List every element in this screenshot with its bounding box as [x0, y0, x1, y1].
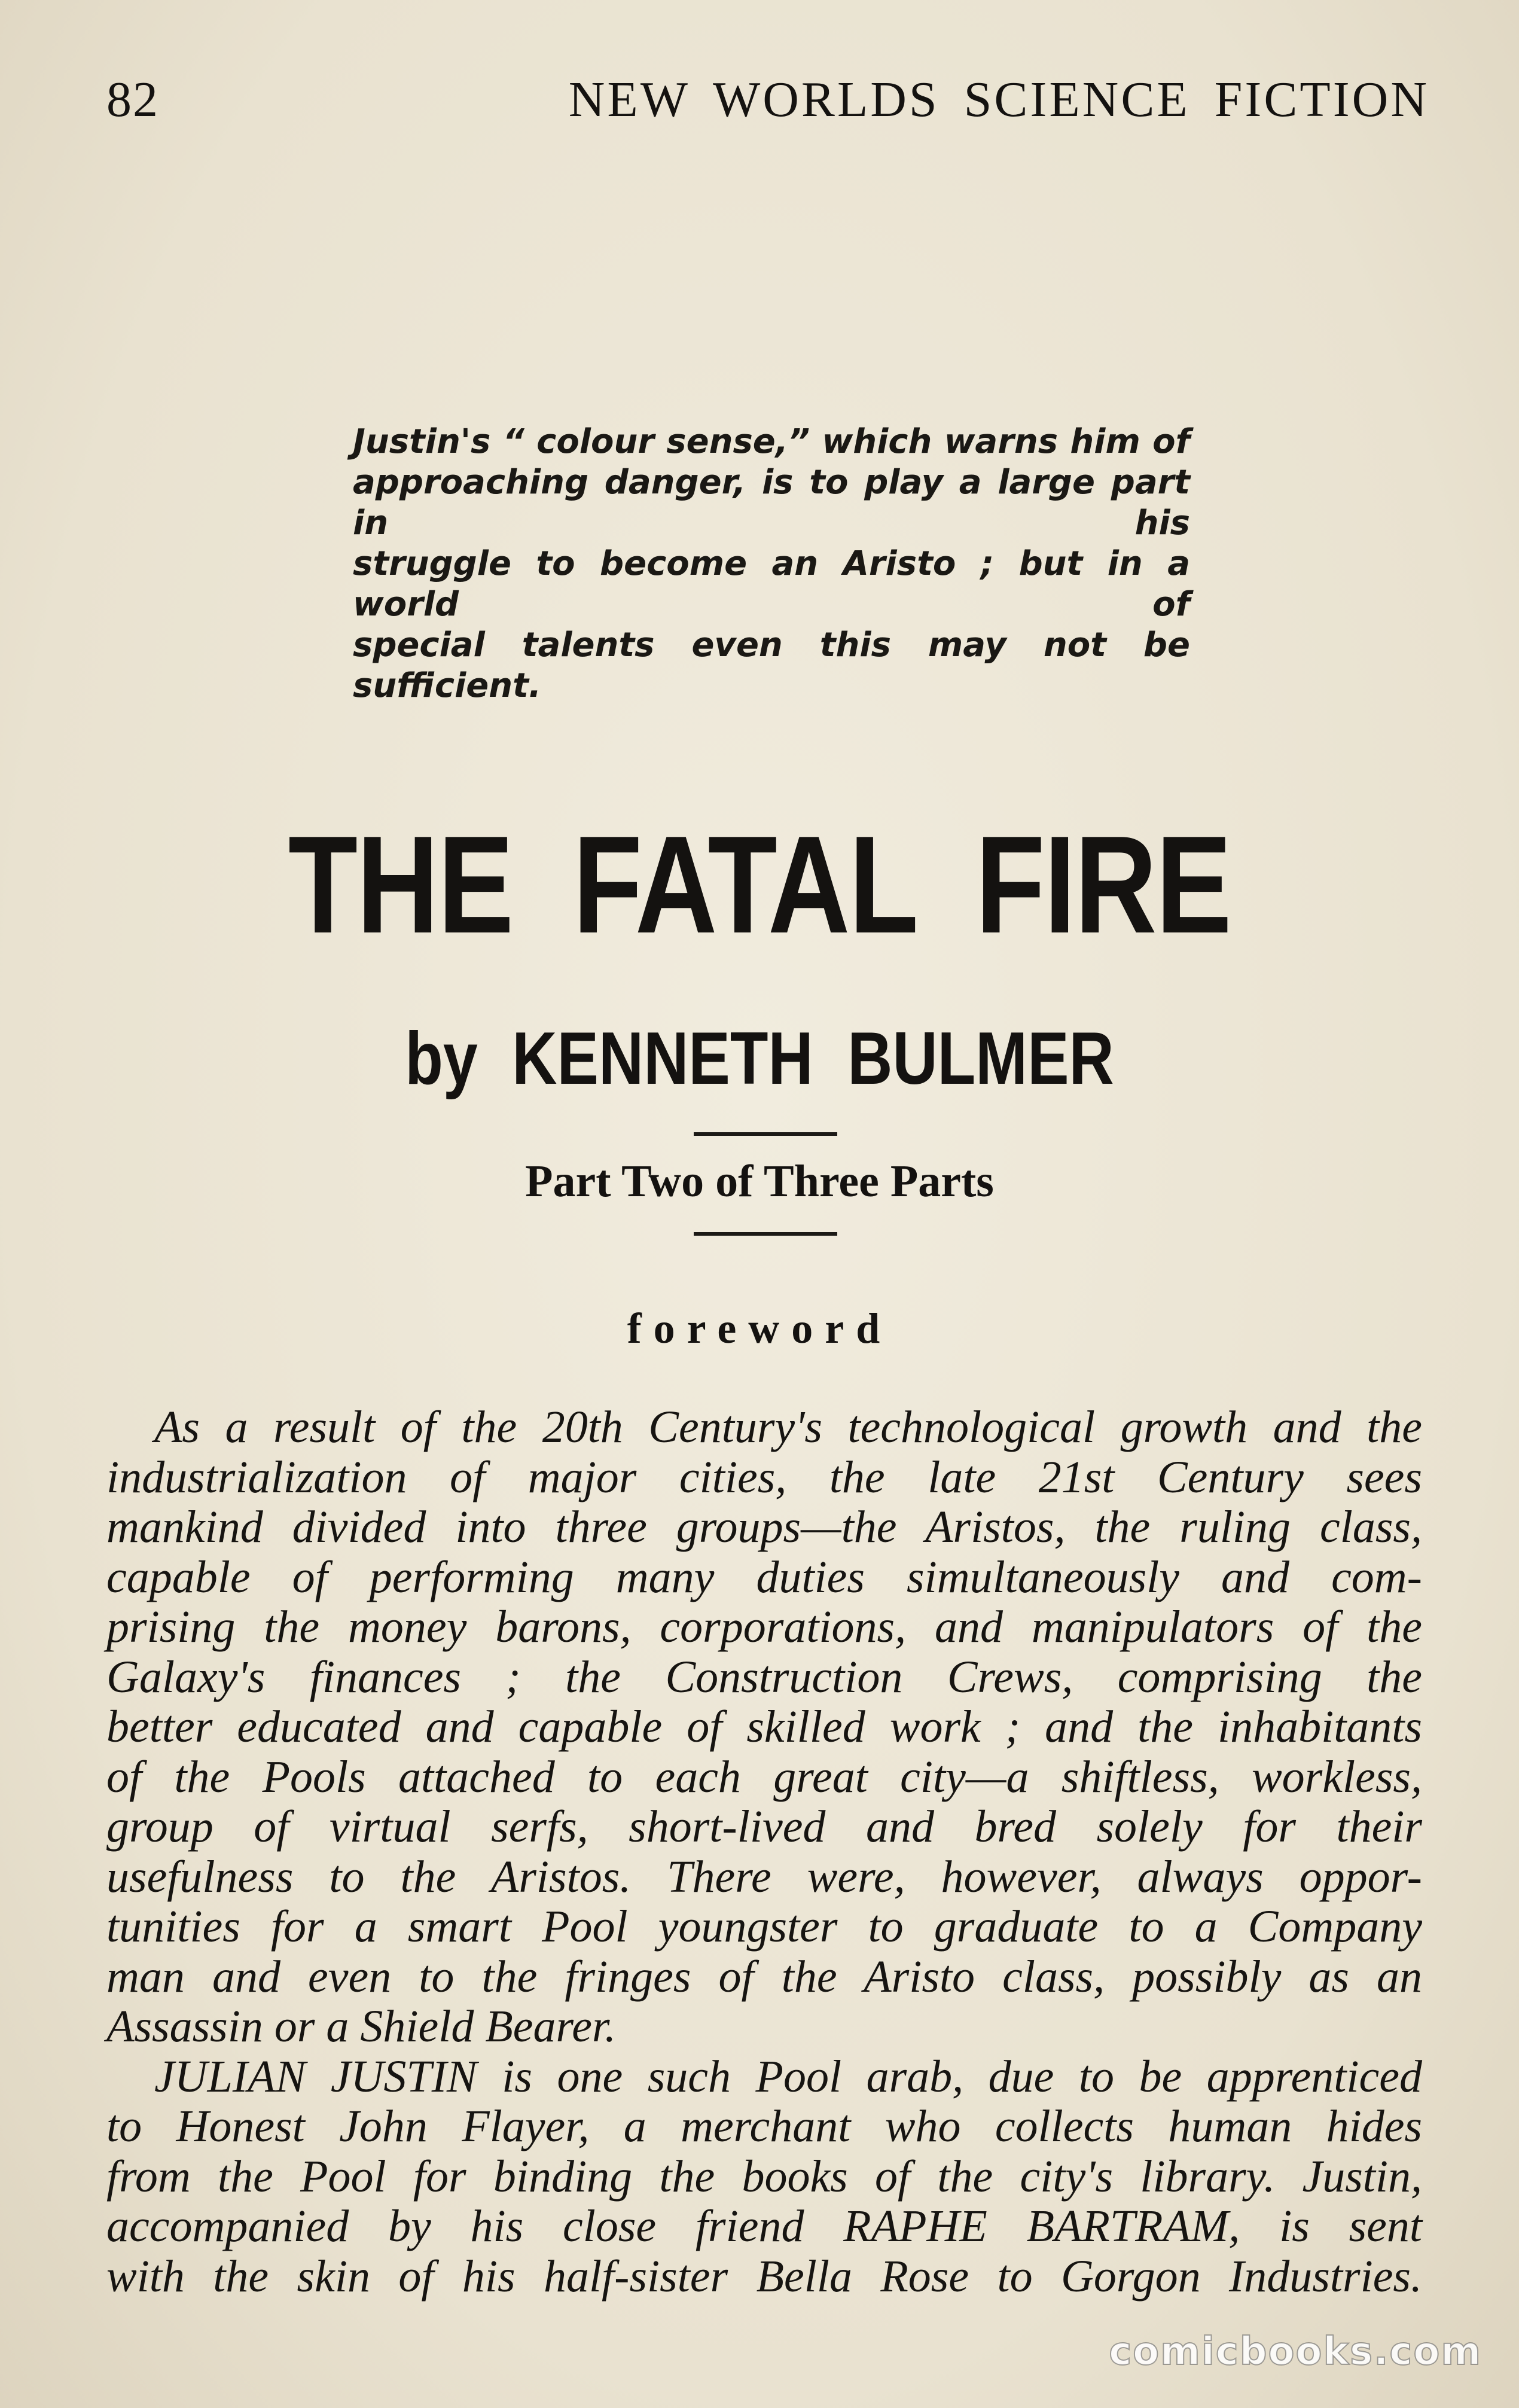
story-byline: by KENNETH BULMER — [405, 1017, 1114, 1100]
part-label: Part Two of Three Parts — [525, 1156, 994, 1206]
blurb-line: struggle to become an Aristo ; but in a world of — [353, 544, 1190, 624]
blurb-line: approaching danger, is to play a large part in his — [353, 463, 1190, 542]
foreword-body — [106, 1403, 1422, 2302]
text-line: As a result of the 20th Century's technological growth and the — [154, 1402, 1422, 1452]
foreword-paragraph — [106, 2052, 1422, 2302]
text-line: group of virtual serfs, short-lived and bred solely for their — [106, 1802, 1422, 1852]
text-line: industrialization of major cities, the late 21st Century sees — [106, 1452, 1422, 1502]
text-line: to Honest John Flayer, a merchant who collects human hides — [106, 2101, 1422, 2151]
text-line: from the Pool for binding the books of the city's library. Justin, — [106, 2151, 1422, 2202]
text-line: tunities for a smart Pool youngster to graduate to a Company — [106, 1901, 1422, 1952]
text-line: of the Pools attached to each great city—a shiftless, workless, — [106, 1751, 1422, 1802]
text-line: prising the money barons, corporations, and manipulators of the — [106, 1602, 1422, 1652]
text-line: man and even to the fringes of the Aristo class, possibly as an — [106, 1951, 1422, 2002]
running-head — [0, 71, 1519, 136]
magazine-title: NEW WORLDS SCIENCE FICTION — [568, 72, 1429, 127]
text-line: better educated and capable of skilled work ; and the inhabitants — [106, 1702, 1422, 1752]
foreword-paragraph — [106, 1403, 1422, 2052]
blurb-line: Justin's “ colour sense,” which warns him of — [353, 422, 1190, 461]
site-watermark: comicbooks.com — [1109, 2330, 1482, 2374]
text-line: accompanied by his close friend RAPHE BARTRAM, is sent — [106, 2201, 1422, 2251]
foreword-heading: foreword — [627, 1304, 892, 1352]
text-line: mankind divided into three groups—the Aristos, the ruling class, — [106, 1502, 1422, 1552]
text-line: with the skin of his half-sister Bella Rose to Gorgon Industries. — [106, 2251, 1422, 2302]
text-line: usefulness to the Aristos. There were, however, always oppor- — [106, 1851, 1422, 1902]
text-line: Assassin or a Shield Bearer. — [106, 2001, 617, 2052]
divider-rule — [694, 1132, 837, 1136]
page-number: 82 — [106, 72, 159, 127]
story-title: THE FATAL FIRE — [288, 807, 1231, 962]
text-line: JULIAN JUSTIN is one such Pool arab, due to be apprenticed — [154, 2051, 1422, 2102]
blurb-line: special talents even this may not be sufficient. — [353, 626, 1190, 705]
text-line: capable of performing many duties simultaneously and com- — [106, 1552, 1422, 1602]
text-line: Galaxy's finances ; the Construction Crews, comprising the — [106, 1651, 1422, 1702]
story-blurb — [353, 422, 1190, 706]
divider-rule — [694, 1232, 837, 1236]
